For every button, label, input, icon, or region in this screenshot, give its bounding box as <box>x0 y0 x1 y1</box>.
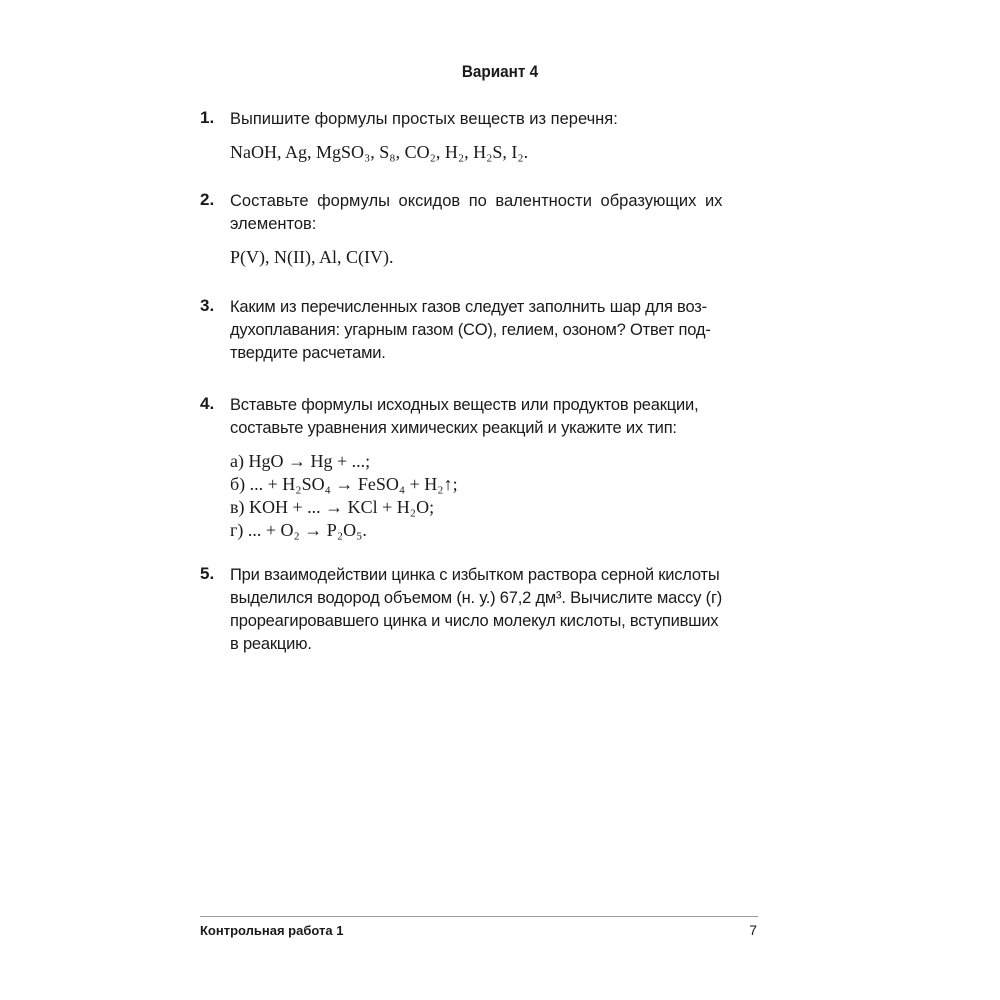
task-line: Составьте формулы оксидов по валентности образующих их <box>230 192 723 210</box>
task-body <box>230 190 760 269</box>
task-line: прореагировавшего цинка и число молекул кислоты, вступивших <box>230 612 719 630</box>
task-number: 2. <box>200 190 215 209</box>
reaction-item: г) ... + O₂ → P₂O₅. <box>230 520 367 540</box>
task-line: составьте уравнения химических реакций и укажите их тип: <box>230 419 677 437</box>
task-line: в реакцию. <box>230 635 312 653</box>
task-line: духоплавания: угарным газом (CO), гелием, озоном? Ответ под- <box>230 321 711 339</box>
task-formula: P(V), N(II), Al, C(IV). <box>230 247 394 267</box>
task-line: Каким из перечисленных газов следует заполнить шар для воз- <box>230 298 707 316</box>
task-body <box>230 394 760 542</box>
reaction-item: а) HgO → Hg + ...; <box>230 451 371 471</box>
page-number: 7 <box>749 922 757 938</box>
task-number: 3. <box>200 296 215 315</box>
footer-divider <box>200 916 758 917</box>
task-text: Выпишите формулы простых веществ из перечня: <box>230 110 618 128</box>
reaction-list <box>230 450 760 542</box>
page-title: Вариант 4 <box>461 62 539 81</box>
task-text <box>230 394 760 440</box>
task-line: выделился водород объемом (н. у.) 67,2 дм³. Вычислите массу (г) <box>230 589 723 607</box>
reaction-item: в) KOH + ... → KCl + H₂O; <box>230 497 435 517</box>
task-line: элементов: <box>230 215 317 233</box>
task-body <box>230 108 760 164</box>
task-number: 1. <box>200 108 215 127</box>
task-line: твердите расчетами. <box>230 344 386 362</box>
task-line: Вставьте формулы исходных веществ или продуктов реакции, <box>230 396 699 414</box>
task-body <box>230 564 760 656</box>
task-text <box>230 190 760 236</box>
task-line: При взаимодействии цинка с избытком раствора серной кислоты <box>230 566 720 584</box>
task-number: 5. <box>200 564 215 583</box>
task-text <box>230 296 760 365</box>
task-text <box>230 564 760 656</box>
footer-section-title: Контрольная работа 1 <box>200 923 344 938</box>
reaction-item: б) ... + H₂SO₄ → FeSO₄ + H₂↑; <box>230 474 458 494</box>
task-number: 4. <box>200 394 215 413</box>
task-formula: NaOH, Ag, MgSO₃, S₈, CO₂, H₂, H₂S, I₂. <box>230 142 529 162</box>
task-body <box>230 296 760 365</box>
